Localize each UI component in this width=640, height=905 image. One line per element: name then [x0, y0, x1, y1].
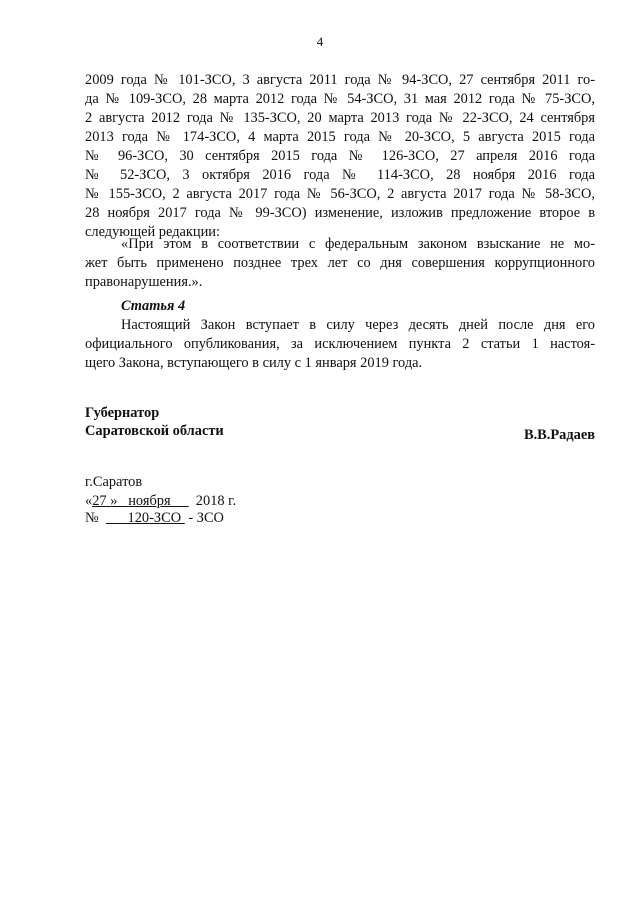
footer-number [85, 510, 224, 527]
paragraph1-line-3: 2 августа 2012 года № 135-ЗСО, 20 марта 2013 года № 22-ЗСО, 24 сентября [85, 110, 595, 126]
article4-line-2: официального опубликования, за исключением пункта 2 статьи 1 настоя- [85, 336, 595, 352]
number-suffix: - ЗСО [188, 510, 224, 526]
paragraph1-line-8: 28 ноября 2017 года № 99-ЗСО) изменение, изложив предложение второе в [85, 205, 595, 221]
quote-line-2: жет быть применено позднее трех лет со дня совершения коррупционного [85, 255, 595, 271]
paragraph1-line-9: следующей редакции: [85, 224, 220, 240]
date-close-quote: » [110, 493, 118, 509]
date-day-value: 27 [92, 493, 107, 509]
date-month [117, 493, 188, 509]
signature-title-line-2: Саратовской области [85, 423, 224, 439]
paragraph1-line-2: да № 109-ЗСО, 28 марта 2012 года № 54-ЗСО, 31 мая 2012 года № 75-ЗСО, [85, 91, 595, 107]
quote-line-1: «При этом в соответствии с федеральным законом взыскание не мо- [121, 236, 595, 252]
signature-name: В.В.Радаев [523, 427, 595, 443]
footer-city: г.Саратов [85, 474, 143, 490]
date-open-quote: « [85, 493, 93, 509]
article4-heading: Статья 4 [121, 298, 186, 314]
quote-line-3: правонарушения.». [85, 274, 203, 290]
article4-line-1: Настоящий Закон вступает в силу через десять дней после дня его [121, 317, 595, 333]
number-value-underline [106, 510, 185, 526]
paragraph1-line-4: 2013 года № 174-ЗСО, 4 марта 2015 года № 20-ЗСО, 5 августа 2015 года [85, 129, 595, 145]
article4-line-3: щего Закона, вступающего в силу с 1 января 2019 года. [85, 355, 423, 371]
footer-date [85, 493, 236, 510]
paragraph1-line-6: № 52-ЗСО, 3 октября 2016 года № 114-ЗСО, 28 ноября 2016 года [85, 167, 595, 183]
number-value: 120-ЗСО [127, 510, 182, 526]
date-day [92, 493, 110, 509]
paragraph1-line-7: № 155-ЗСО, 2 августа 2017 года № 56-ЗСО, 2 августа 2017 года № 58-ЗСО, [85, 186, 595, 202]
number-prefix: № [85, 510, 99, 526]
date-month-value: ноября [128, 493, 171, 509]
paragraph1-line-5: № 96-ЗСО, 30 сентября 2015 года № 126-ЗСО, 27 апреля 2016 года [85, 148, 595, 164]
page-number: 4 [316, 34, 324, 49]
signature-title-line-1: Губернатор [85, 405, 160, 421]
paragraph1-line-1: 2009 года № 101-ЗСО, 3 августа 2011 года № 94-ЗСО, 27 сентября 2011 го- [85, 72, 595, 88]
date-year: 2018 г. [195, 493, 237, 509]
